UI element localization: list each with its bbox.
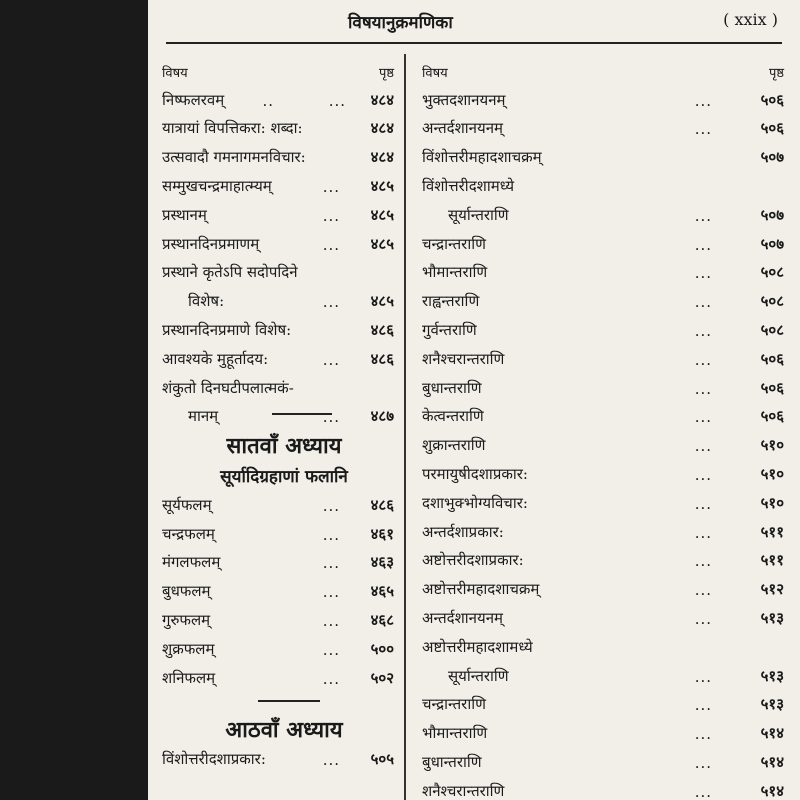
toc-entry-title: प्रस्थाने कृतेऽपि सदोपदिने <box>162 263 298 282</box>
column-header <box>162 56 394 85</box>
toc-entry <box>418 747 790 776</box>
toc-entry-page: ५१३ <box>760 666 784 685</box>
toc-entry-leader: ... <box>694 408 712 427</box>
toc-entry <box>418 661 790 690</box>
toc-entry <box>418 258 790 287</box>
toc-entry <box>162 490 394 519</box>
toc-entry <box>162 373 394 402</box>
chapter-7-subtitle: सूर्यादिग्रहाणां फलानि <box>220 467 348 487</box>
toc-entry-leader: ... <box>322 293 340 312</box>
toc-entry <box>162 663 394 692</box>
toc-entry-leader: ... <box>322 750 340 769</box>
toc-entry <box>162 142 394 171</box>
toc-entry-leader: ... <box>694 206 712 225</box>
toc-entry-leader: ... <box>694 350 712 369</box>
toc-entry-leader: ... <box>322 640 340 659</box>
toc-entry-title: भौमान्तराणि <box>422 724 488 743</box>
toc-entry-leader: ... <box>694 523 712 542</box>
chapter-7-title: सातवाँ अध्याय <box>226 433 342 459</box>
toc-entry-title: अन्तर्दशानयनम् <box>422 608 504 627</box>
toc-entry <box>162 576 394 605</box>
toc-entry-page: ५०८ <box>760 320 784 339</box>
toc-entry-title: प्रस्थानम् <box>162 205 207 224</box>
toc-entry <box>418 229 790 258</box>
toc-entry <box>162 315 394 344</box>
chapter-rule <box>272 413 332 415</box>
toc-entry <box>418 344 790 373</box>
toc-entry-page: ५०७ <box>760 148 784 167</box>
toc-entry-title: निष्फलरवम् <box>162 90 225 109</box>
toc-entry <box>418 171 790 200</box>
toc-entry-title: दशाभुक्भोग्यविचार: <box>422 493 528 512</box>
toc-entry-page: ४८५ <box>370 205 394 224</box>
toc-entry-page: ४८५ <box>370 234 394 253</box>
toc-entry <box>162 229 394 258</box>
toc-entry-title: शनैश्चरान्तराणि <box>422 781 505 800</box>
toc-entry-page: ४८५ <box>370 292 394 311</box>
toc-entry-page: ५०६ <box>760 349 784 368</box>
toc-entry-leader: ... <box>322 583 340 602</box>
toc-entry-title: अन्तर्दशानयनम् <box>422 119 504 138</box>
toc-entry <box>418 488 790 517</box>
toc-entry-leader: ... <box>694 667 712 686</box>
toc-entry-title: विशेष: <box>188 292 225 311</box>
toc-entry-leader: ... <box>694 321 712 340</box>
toc-entry-title: अष्टोत्तरीदशाप्रकार: <box>422 551 524 570</box>
chapter-8-title: आठवाँ अध्याय <box>225 717 343 743</box>
toc-entry-leader: ... <box>694 465 712 484</box>
toc-entry <box>418 517 790 546</box>
toc-entry-leader: ... <box>694 782 712 800</box>
toc-entry <box>162 114 394 143</box>
toc-entry-title: गुर्वन्तराणि <box>422 320 477 339</box>
toc-entry-page: ४८४ <box>370 90 394 109</box>
chapter-7-list <box>162 490 394 692</box>
toc-entry <box>162 286 394 315</box>
toc-entry-page: ४६५ <box>370 582 394 601</box>
toc-entry-title: बुधफलम् <box>162 582 211 601</box>
toc-entry <box>418 286 790 315</box>
toc-entry <box>418 718 790 747</box>
toc-entry-page: ५०५ <box>370 749 394 768</box>
toc-entry <box>418 142 790 171</box>
left-column <box>162 56 394 430</box>
right-column <box>418 56 790 800</box>
toc-entry-page: ५१० <box>760 493 784 512</box>
column-header-subject: विषय <box>422 65 448 81</box>
toc-entry-title: चन्द्रान्तराणि <box>422 695 486 714</box>
column-header-subject: विषय <box>162 65 188 81</box>
toc-entry-leader: ... <box>694 552 712 571</box>
toc-entry-page: ५०६ <box>760 119 784 138</box>
column-divider <box>404 54 406 800</box>
toc-entry-title: प्रस्थानदिनप्रमाणे विशेष: <box>162 320 292 339</box>
toc-entry-page: ५०२ <box>370 668 394 687</box>
toc-entry <box>418 632 790 661</box>
toc-entry-leader: ... <box>322 611 340 630</box>
toc-entry-page: ४८६ <box>370 349 394 368</box>
toc-entry <box>418 776 790 800</box>
toc-entry-title: मानम् <box>188 407 219 426</box>
toc-entry <box>418 373 790 402</box>
toc-entry-leader: ... <box>322 554 340 573</box>
toc-entry-page: ५१४ <box>760 781 784 800</box>
toc-entry <box>162 605 394 634</box>
toc-entry-leader: ... <box>694 235 712 254</box>
toc-entry <box>418 574 790 603</box>
toc-entry <box>418 459 790 488</box>
page-number: ( xxix ) <box>723 10 778 29</box>
toc-entry-leader: ... <box>322 235 340 254</box>
toc-entry-title: शंकुतो दिनघटीपलात्मकं- <box>162 378 294 397</box>
toc-entry-page: ५१३ <box>760 608 784 627</box>
toc-entry-leader: ... <box>694 293 712 312</box>
toc-entry-title: भौमान्तराणि <box>422 263 488 282</box>
toc-entry-page: ५११ <box>760 551 784 570</box>
toc-entry-title: शुक्रान्तराणि <box>422 436 486 455</box>
toc-entry-title: सूर्यफलम् <box>162 495 212 514</box>
toc-entry <box>162 744 394 773</box>
toc-entry-leader: ... <box>694 264 712 283</box>
toc-entry-page: ४८६ <box>370 320 394 339</box>
toc-entry-leader: ... <box>694 725 712 744</box>
toc-entry-title: उत्सवादौ गमनागमनविचार: <box>162 148 306 167</box>
toc-entry-title: चन्द्रान्तराणि <box>422 234 486 253</box>
toc-entry-page: ५०८ <box>760 292 784 311</box>
toc-entry-page: ४६३ <box>370 553 394 572</box>
toc-entry-title: बुधान्तराणि <box>422 752 482 771</box>
toc-entry <box>162 402 394 431</box>
toc-entry-title: शनैश्चरान्तराणि <box>422 349 505 368</box>
toc-entry-page: ५०७ <box>760 205 784 224</box>
toc-entry-title: यात्रायां विपत्तिकरा: शब्दा: <box>162 119 303 138</box>
toc-entry <box>418 430 790 459</box>
toc-entry <box>162 200 394 229</box>
toc-entry-leader: ... <box>694 753 712 772</box>
toc-entry-title: राह्वन्तराणि <box>422 292 480 311</box>
toc-entry-leader: ... <box>694 609 712 628</box>
toc-entry-page: ५०० <box>370 639 394 658</box>
toc-entry <box>418 114 790 143</box>
toc-entry <box>162 548 394 577</box>
page-title: विषयानुक्रमणिका <box>348 13 453 33</box>
toc-entry-page: ४८५ <box>370 176 394 195</box>
toc-entry-title: केत्वन्तराणि <box>422 407 484 426</box>
toc-entry <box>418 603 790 632</box>
toc-entry-title: बुधान्तराणि <box>422 378 482 397</box>
toc-entry-leader: ... <box>694 696 712 715</box>
toc-entry-title: अष्टोत्तरीमहादशाचक्रम् <box>422 580 540 599</box>
toc-entry-leader: ... <box>694 120 712 139</box>
toc-entry-page: ५१४ <box>760 752 784 771</box>
chapter-rule <box>258 700 320 702</box>
toc-entry-title: विंशोत्तरीदशामध्ये <box>422 176 515 195</box>
toc-entry-leader: ... <box>328 91 346 110</box>
toc-entry-leader: ... <box>322 177 340 196</box>
toc-entry-title: सूर्यान्तराणि <box>448 205 509 224</box>
toc-entry-leader: ... <box>694 91 712 110</box>
toc-entry-page: ५१३ <box>760 695 784 714</box>
toc-entry-title: शुक्रफलम् <box>162 639 215 658</box>
toc-entry <box>162 519 394 548</box>
toc-entry-page: ५०८ <box>760 263 784 282</box>
toc-entry-title: आवश्यके मुहूर्तादय: <box>162 349 269 368</box>
toc-entry-page: ४८७ <box>370 407 394 426</box>
toc-entry-page: ४८४ <box>370 148 394 167</box>
toc-entry-leader: .. <box>262 91 274 110</box>
toc-entry-leader: ... <box>694 379 712 398</box>
toc-entry-page: ४८४ <box>370 119 394 138</box>
toc-entry <box>418 315 790 344</box>
toc-entry-page: ४६८ <box>370 610 394 629</box>
toc-entry-title: शनिफलम् <box>162 668 216 687</box>
toc-entry <box>162 634 394 663</box>
toc-entry-title: अष्टोत्तरीमहादशामध्ये <box>422 637 533 656</box>
toc-entry-leader: ... <box>322 525 340 544</box>
toc-entry <box>162 85 394 114</box>
column-header-page: पृष्ठ <box>378 65 394 81</box>
toc-entry-title: विंशोत्तरीमहादशाचक्रम् <box>422 148 542 167</box>
toc-entry-page: ५०६ <box>760 407 784 426</box>
toc-entry-title: भुक्तदशानयनम् <box>422 90 506 109</box>
toc-entry <box>418 85 790 114</box>
column-header <box>418 56 790 85</box>
toc-entry <box>418 402 790 431</box>
chapter-8-list <box>162 744 394 773</box>
toc-entry-leader: ... <box>694 581 712 600</box>
toc-entry-title: मंगलफलम् <box>162 553 221 572</box>
toc-entry-page: ५१० <box>760 464 784 483</box>
toc-entry-page: ५०६ <box>760 378 784 397</box>
toc-entry <box>418 690 790 719</box>
toc-entry-leader: ... <box>322 350 340 369</box>
toc-entry-page: ४८६ <box>370 495 394 514</box>
toc-entry-leader: ... <box>322 496 340 515</box>
toc-entry <box>162 344 394 373</box>
toc-entry-page: ५१० <box>760 436 784 455</box>
toc-entry-leader: ... <box>322 206 340 225</box>
toc-entry-leader: ... <box>322 669 340 688</box>
toc-entry-title: विंशोत्तरीदशाप्रकार: <box>162 749 266 768</box>
toc-entry-page: ५०७ <box>760 234 784 253</box>
toc-entry <box>418 546 790 575</box>
toc-entry-title: प्रस्थानदिनप्रमाणम् <box>162 234 260 253</box>
toc-entry-title: गुरुफलम् <box>162 610 211 629</box>
toc-entry-title: अन्तर्दशाप्रकार: <box>422 522 504 541</box>
toc-entry-leader: ... <box>694 437 712 456</box>
toc-entry-title: सूर्यान्तराणि <box>448 666 509 685</box>
toc-entry-leader: ... <box>322 408 340 427</box>
toc-entry-title: चन्द्रफलम् <box>162 524 215 543</box>
toc-entry <box>418 200 790 229</box>
book-page <box>148 0 800 800</box>
toc-entry-page: ५११ <box>760 522 784 541</box>
toc-entry-page: ५०६ <box>760 90 784 109</box>
toc-entry-title: सम्मुखचन्द्रमाहात्म्यम् <box>162 176 272 195</box>
toc-entry-title: परमायुषीदशाप्रकार: <box>422 464 528 483</box>
column-header-page: पृष्ठ <box>768 65 784 81</box>
toc-entry-leader: ... <box>694 494 712 513</box>
toc-entry <box>162 171 394 200</box>
toc-entry <box>162 258 394 287</box>
toc-entry-page: ५१४ <box>760 724 784 743</box>
toc-entry-page: ४६१ <box>370 524 394 543</box>
toc-entry-page: ५१२ <box>760 580 784 599</box>
header-rule <box>166 42 782 44</box>
